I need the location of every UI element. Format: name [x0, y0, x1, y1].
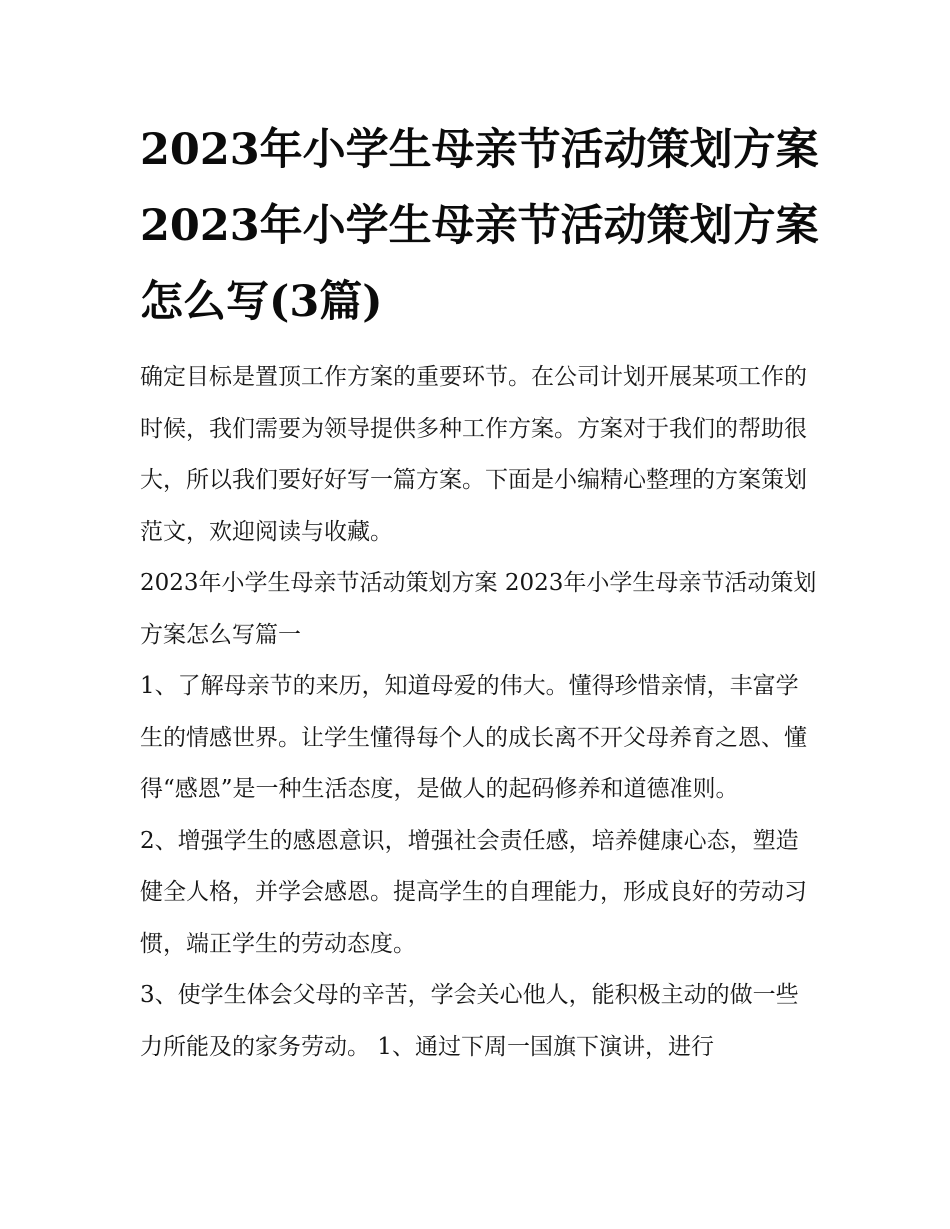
list-item: 3、使学生体会父母的辛苦，学会关心他人，能积极主动的做一些力所能及的家务劳动。 1、通过下周一国旗下演讲，进行: [140, 982, 799, 1060]
document-title: 2023年小学生母亲节活动策划方案 2023年小学生母亲节活动策划方案怎么写(3篇): [140, 125, 819, 327]
list-item: 2、增强学生的感恩意识，增强社会责任感，培养健康心态，塑造健全人格，并学会感恩。提高学生的自理能力，形成良好的劳动习惯，端正学生的劳动态度。: [140, 827, 807, 957]
list-item: 1、了解母亲节的来历，知道母爱的伟大。懂得珍惜亲情，丰富学生的情感世界。让学生懂得每个人的成长离不开父母养育之恩、懂得“感恩”是一种生活态度，是做人的起码修养和道德准则。: [140, 673, 807, 802]
section-heading: 2023年小学生母亲节活动策划方案 2023年小学生母亲节活动策划方案怎么写篇一: [140, 570, 817, 648]
document-content: [140, 112, 820, 1073]
intro-paragraph: 确定目标是置顶工作方案的重要环节。在公司计划开展某项工作的时候，我们需要为领导提供多种工作方案。方案对于我们的帮助很大，所以我们要好好写一篇方案。下面是小编精心整理的方案策划范文，欢迎阅读与收藏。: [140, 364, 807, 545]
